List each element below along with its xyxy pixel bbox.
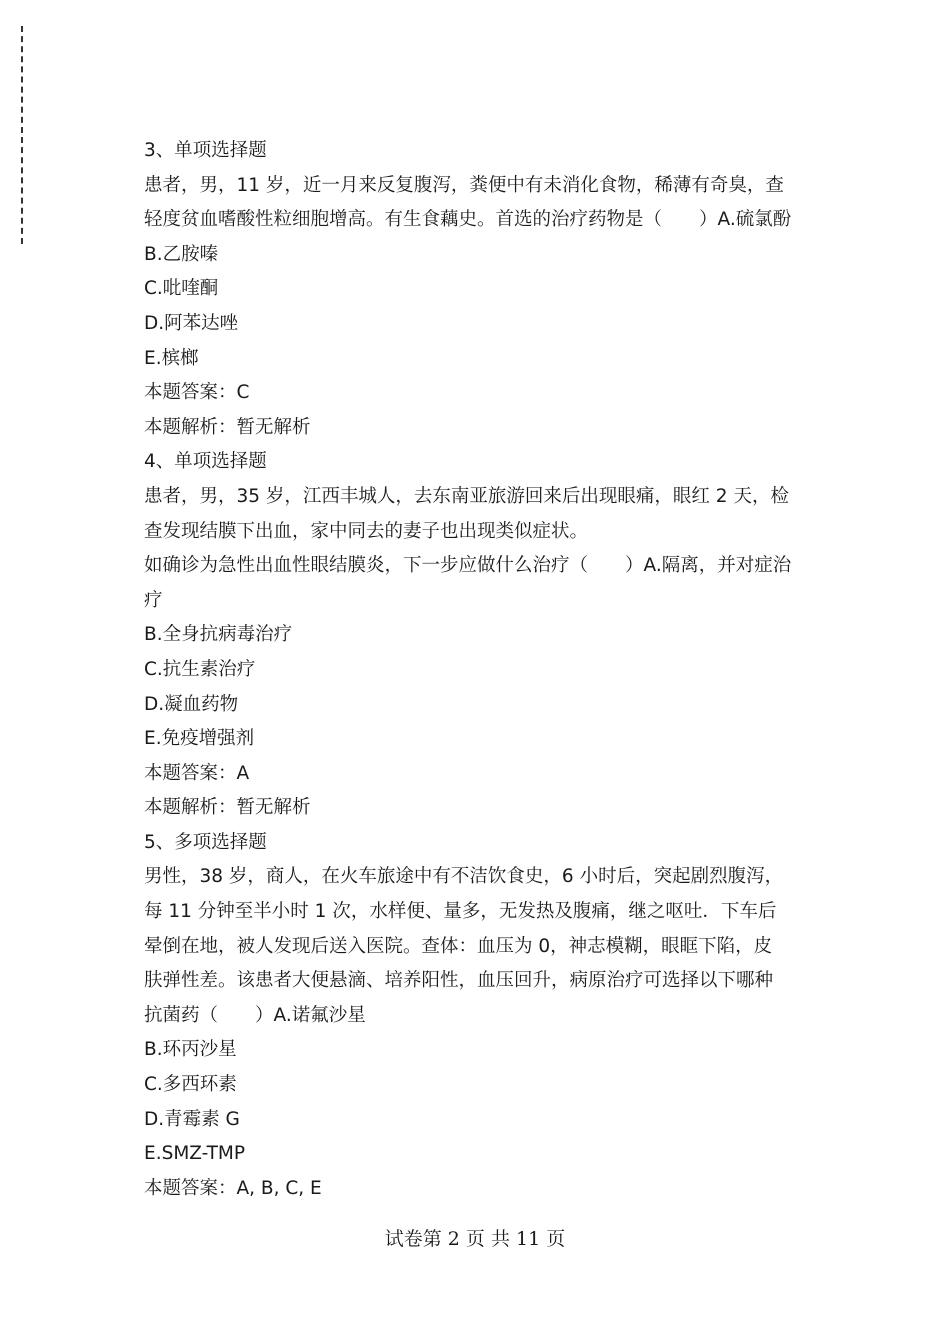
question-5-text-line: 肤弹性差。该患者大便悬滴、培养阳性，血压回升，病原治疗可选择以下哪种	[144, 970, 774, 992]
question-3-text-line: 轻度贫血嗜酸性粒细胞增高。有生食藕史。首选的治疗药物是（ ）A.硫氯酚	[144, 209, 792, 231]
question-4-option-d: D.凝血药物	[144, 693, 239, 715]
question-3-analysis: 本题解析：暂无解析	[144, 416, 311, 438]
question-4-text-line: 如确诊为急性出血性眼结膜炎，下一步应做什么治疗（ ）A.隔离，并对症治	[144, 555, 792, 577]
question-3-option-d: D.阿苯达唑	[144, 312, 239, 334]
binding-dashed-line	[21, 26, 23, 244]
question-5-text-line: 晕倒在地，被人发现后送入医院。查体：血压为 0，神志模糊，眼眶下陷，皮	[144, 935, 773, 957]
question-5-text-line: 男性，38 岁，商人，在火车旅途中有不洁饮食史，6 小时后，突起剧烈腹泻，	[144, 866, 784, 888]
question-4-option-b: B.全身抗病毒治疗	[144, 624, 293, 646]
question-5-answer: 本题答案：A, B, C, E	[144, 1177, 322, 1199]
question-3-heading: 3、单项选择题	[144, 140, 267, 161]
question-3-option-e: E.槟榔	[144, 347, 199, 369]
question-4-analysis: 本题解析：暂无解析	[144, 797, 311, 819]
question-4-text-line: 患者，男，35 岁，江西丰城人，去东南亚旅游回来后出现眼痛，眼红 2 天，检	[144, 485, 789, 507]
question-4-answer: 本题答案：A	[144, 762, 250, 784]
question-5-option-d: D.青霉素 G	[144, 1108, 240, 1130]
question-3-text-line: 患者，男，11 岁，近一月来反复腹泻，粪便中有未消化食物，稀薄有奇臭，查	[144, 174, 784, 196]
question-5-option-e: E.SMZ-TMP	[144, 1143, 246, 1165]
question-3-option-b: B.乙胺嗪	[144, 243, 219, 265]
question-4-option-e: E.免疫增强剂	[144, 728, 255, 750]
question-5-heading: 5、多项选择题	[144, 831, 267, 853]
question-5-text-line: 每 11 分钟至半小时 1 次，水样便、量多，无发热及腹痛，继之呕吐．下车后	[144, 901, 777, 923]
question-5-text-line: 抗菌药（ ）A.诺氟沙星	[144, 1004, 366, 1026]
question-5-option-c: C.多西环素	[144, 1074, 237, 1096]
question-4-option-c: C.抗生素治疗	[144, 658, 256, 680]
question-4-heading: 4、单项选择题	[144, 451, 267, 473]
question-4-text-line: 查发现结膜下出血，家中同去的妻子也出现类似症状。	[144, 520, 589, 542]
page-content	[144, 134, 810, 1206]
page-footer: 试卷第 2 页 共 11 页	[384, 1228, 566, 1250]
question-3-answer: 本题答案：C	[144, 382, 250, 404]
question-5-option-b: B.环丙沙星	[144, 1039, 237, 1061]
question-3-option-c: C.吡喹酮	[144, 278, 219, 300]
question-4-text-line: 疗	[144, 589, 163, 611]
